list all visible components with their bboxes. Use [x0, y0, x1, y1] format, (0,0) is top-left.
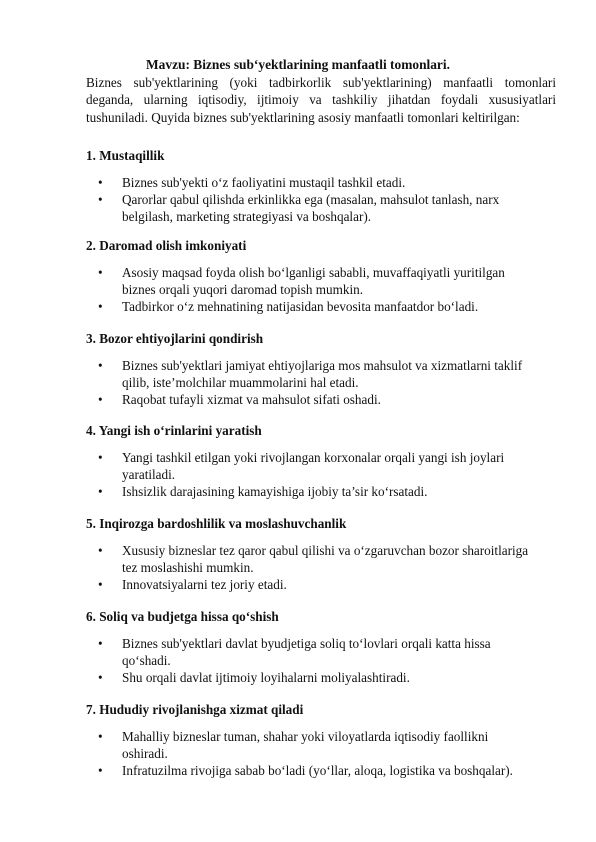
bullet-icon: • — [98, 636, 103, 652]
list-item — [86, 192, 534, 226]
list-item-text: Raqobat tufayli xizmat va mahsulot sifati oshadi. — [122, 391, 381, 407]
list-item-text: Asosiy maqsad foyda olish bo‘lganligi sababli, muvaffaqiyatli yuritilgan biznes orqali yuqori daromad topish mumkin. — [122, 265, 505, 297]
list-item — [86, 265, 534, 299]
list-item-text: Infratuzilma rivojiga sabab bo‘ladi (yo‘llar, aloqa, logistika va boshqalar). — [122, 762, 513, 778]
list-item — [86, 763, 534, 780]
list-item-text: Yangi tashkil etilgan yoki rivojlangan korxonalar orqali yangi ish joylari yaratiladi. — [122, 450, 505, 482]
bullet-icon: • — [98, 543, 103, 559]
bullet-icon: • — [98, 192, 103, 207]
bullet-icon: • — [98, 669, 103, 685]
list-item — [86, 670, 534, 687]
bullet-icon: • — [98, 358, 103, 374]
section-heading: 4. Yangi ish o‘rinlarini yaratish — [86, 423, 262, 438]
list-item-text: Ishsizlik darajasining kamayishiga ijobiy ta’sir ko‘rsatadi. — [122, 483, 428, 499]
bullet-list — [86, 450, 556, 500]
list-item-text: Mahalliy bizneslar tuman, shahar yoki viloyatlarda iqtisodiy faollikni oshiradi. — [122, 729, 489, 761]
bullet-list — [86, 175, 556, 225]
bullet-icon: • — [98, 175, 103, 191]
section-7 — [86, 701, 556, 780]
list-item — [86, 577, 534, 594]
section-2 — [86, 237, 556, 316]
document-title: Mavzu: Biznes sub‘yektlarining manfaatli tomonlari. — [146, 57, 450, 72]
bullet-icon: • — [98, 391, 103, 407]
list-item — [86, 636, 534, 670]
section-heading: 6. Soliq va budjetga hissa qo‘shish — [86, 609, 279, 624]
bullet-list — [86, 543, 556, 593]
list-item-text: Shu orqali davlat ijtimoiy loyihalarni moliyalashtiradi. — [122, 669, 410, 685]
section-heading: 1. Mustaqillik — [86, 148, 165, 163]
bullet-icon: • — [98, 762, 103, 778]
bullet-icon: • — [98, 450, 103, 466]
bullet-list — [86, 729, 556, 779]
list-item — [86, 484, 534, 501]
list-item-text: Xususiy bizneslar tez qaror qabul qilishi va o‘zgaruvchan bozor sharoitlariga tez moslashishi mumkin. — [122, 543, 529, 575]
list-item-text: Biznes sub'yekti o‘z faoliyatini mustaqil tashkil etadi. — [122, 175, 406, 191]
bullet-icon: • — [98, 298, 103, 314]
section-5 — [86, 515, 556, 594]
bullet-list — [86, 265, 556, 315]
list-item-text: Tadbirkor o‘z mehnatining natijasidan bevosita manfaatdor bo‘ladi. — [122, 298, 479, 314]
list-item — [86, 358, 534, 392]
bullet-icon: • — [98, 729, 103, 745]
section-6 — [86, 608, 556, 687]
bullet-list — [86, 636, 556, 686]
bullet-icon: • — [98, 483, 103, 499]
bullet-icon: • — [98, 265, 103, 281]
section-heading: 3. Bozor ehtiyojlarini qondirish — [86, 331, 264, 346]
list-item — [86, 299, 534, 316]
section-1 — [86, 147, 556, 226]
list-item-text: Biznes sub'yektlari jamiyat ehtiyojlariga mos mahsulot va xizmatlarni taklif qilib, iste’molchilar muammolarini hal etadi. — [122, 358, 523, 390]
section-3 — [86, 330, 556, 409]
section-heading: 2. Daromad olish imkoniyati — [86, 238, 247, 253]
list-item-text: Qarorlar qabul qilishda erkinlikka ega (masalan, mahsulot tanlash, narx belgilash, marketing strategiyasi va boshqalar). — [122, 192, 500, 224]
list-item — [86, 175, 534, 192]
list-item — [86, 729, 534, 763]
section-4 — [86, 422, 556, 501]
list-item — [86, 450, 534, 484]
list-item-text: Biznes sub'yektlari davlat byudjetiga soliq to‘lovlari orqali katta hissa qo‘shadi. — [122, 636, 491, 668]
section-heading: 5. Inqirozga bardoshlilik va moslashuvchanlik — [86, 516, 347, 531]
list-item-text: Innovatsiyalarni tez joriy etadi. — [122, 576, 287, 592]
section-heading: 7. Hududiy rivojlanishga xizmat qiladi — [86, 702, 304, 717]
intro-paragraph: Biznes sub'yektlarining (yoki tadbirkorlik sub'yektlarining) manfaatli tomonlari deganda, ularning iqtisodiy, ijtimoiy va tashkiliy jihatdan foydali xususiyatlari tushuniladi. Quyida biznes sub'yektlarining asosiy manfaatli tomonlari keltirilgan: — [86, 75, 556, 125]
bullet-list — [86, 358, 556, 408]
list-item — [86, 392, 534, 409]
list-item — [86, 543, 534, 577]
bullet-icon: • — [98, 576, 103, 592]
